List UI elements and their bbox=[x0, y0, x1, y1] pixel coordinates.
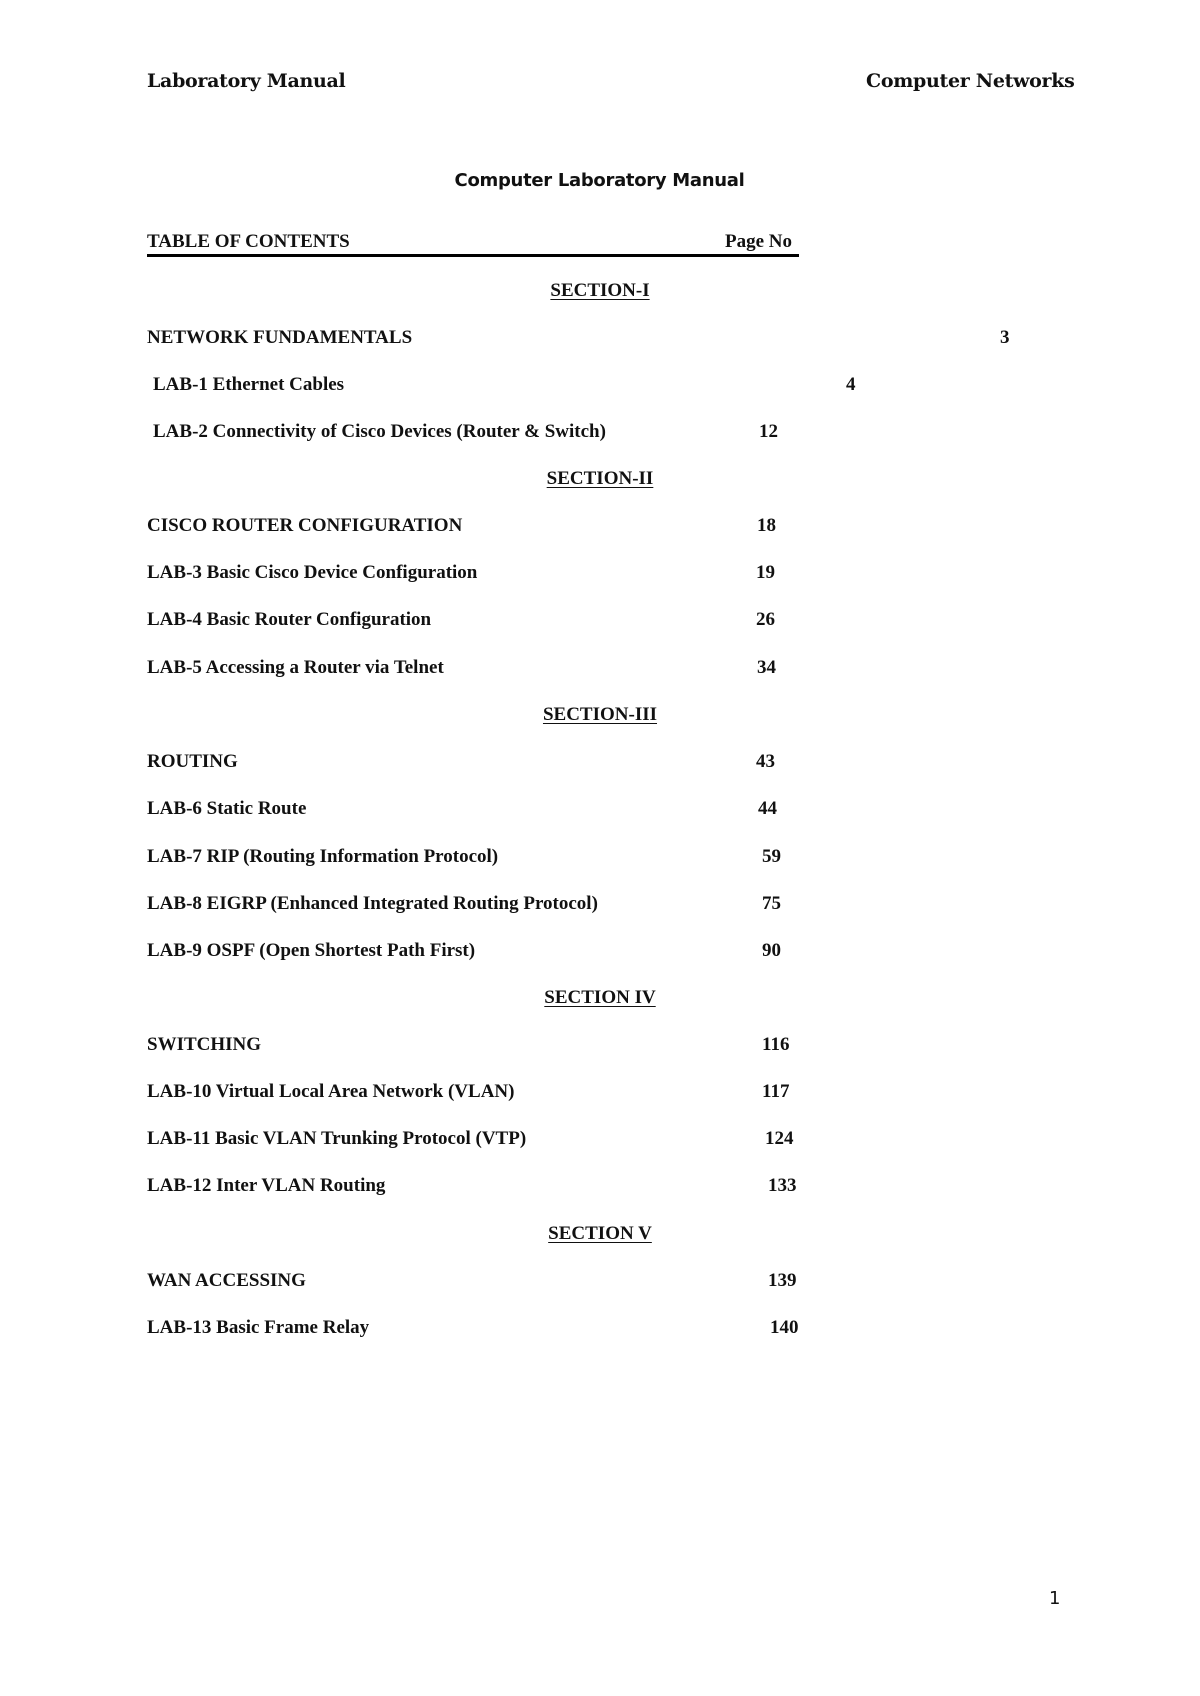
toc-entry-page: 18 bbox=[757, 515, 776, 536]
toc-entry-title: LAB-4 Basic Router Configuration bbox=[147, 609, 432, 630]
toc-entry-page: 117 bbox=[762, 1081, 790, 1102]
toc-entry bbox=[0, 893, 1200, 923]
document-title bbox=[0, 170, 1200, 191]
toc-entry bbox=[0, 940, 1200, 970]
toc-entry bbox=[0, 515, 1200, 545]
toc-entry-page: 43 bbox=[756, 751, 775, 772]
toc-entry-page: 44 bbox=[758, 798, 777, 819]
toc-entry-title: CISCO ROUTER CONFIGURATION bbox=[147, 515, 463, 536]
toc-entry-page: 59 bbox=[762, 846, 781, 867]
toc-entry-page: 3 bbox=[1000, 327, 1010, 348]
toc-entry-title: LAB-8 EIGRP (Enhanced Integrated Routing Protocol) bbox=[147, 893, 598, 914]
toc-entry-title: LAB-11 Basic VLAN Trunking Protocol (VTP) bbox=[147, 1128, 527, 1149]
section-label: SECTION IV bbox=[544, 987, 656, 1008]
toc-entry-page: 116 bbox=[762, 1034, 790, 1055]
toc-entry bbox=[0, 374, 1200, 404]
page-number: 1 bbox=[1049, 1588, 1061, 1609]
toc-entry bbox=[0, 657, 1200, 687]
toc-entry bbox=[0, 421, 1200, 451]
section-heading bbox=[0, 468, 1200, 490]
section-label: SECTION-I bbox=[550, 280, 650, 301]
toc-entry-title: LAB-10 Virtual Local Area Network (VLAN) bbox=[147, 1081, 515, 1102]
toc-entry bbox=[0, 1081, 1200, 1111]
running-header-right: Computer Networks bbox=[866, 70, 1075, 92]
toc-entry bbox=[0, 1317, 1200, 1347]
toc-entry bbox=[0, 751, 1200, 781]
toc-entry bbox=[0, 798, 1200, 828]
toc-entry-title: NETWORK FUNDAMENTALS bbox=[147, 327, 413, 348]
toc-entry-title: SWITCHING bbox=[147, 1034, 262, 1055]
toc-entry bbox=[0, 1270, 1200, 1300]
toc-entry bbox=[0, 1034, 1200, 1064]
toc-page-label: Page No bbox=[725, 231, 793, 252]
toc-entry-page: 12 bbox=[759, 421, 778, 442]
section-heading bbox=[0, 280, 1200, 302]
toc-entry-title: LAB-1 Ethernet Cables bbox=[153, 374, 345, 395]
toc-entry-title: WAN ACCESSING bbox=[147, 1270, 306, 1291]
toc-entry-title: LAB-3 Basic Cisco Device Configuration bbox=[147, 562, 478, 583]
section-label: SECTION V bbox=[548, 1223, 652, 1244]
toc-entry-title: LAB-5 Accessing a Router via Telnet bbox=[147, 657, 444, 678]
toc-entry-page: 140 bbox=[770, 1317, 799, 1338]
toc-entry-page: 139 bbox=[768, 1270, 797, 1291]
toc-entry-title: ROUTING bbox=[147, 751, 238, 772]
toc-entry bbox=[0, 609, 1200, 639]
toc-entry-page: 34 bbox=[757, 657, 776, 678]
toc-entry-page: 19 bbox=[756, 562, 775, 583]
toc-entry-page: 90 bbox=[762, 940, 781, 961]
toc-entry bbox=[0, 1128, 1200, 1158]
toc-entry-title: LAB-12 Inter VLAN Routing bbox=[147, 1175, 386, 1196]
toc-heading: TABLE OF CONTENTS bbox=[147, 231, 350, 252]
toc-entry-title: LAB-13 Basic Frame Relay bbox=[147, 1317, 370, 1338]
toc-entry-page: 26 bbox=[756, 609, 775, 630]
toc-entry-title: LAB-7 RIP (Routing Information Protocol) bbox=[147, 846, 499, 867]
section-heading bbox=[0, 987, 1200, 1009]
toc-entry-title: LAB-6 Static Route bbox=[147, 798, 307, 819]
toc-entry bbox=[0, 1175, 1200, 1205]
document-title-text: Computer Laboratory Manual bbox=[454, 170, 745, 191]
toc-entry-page: 4 bbox=[846, 374, 856, 395]
toc-entry-page: 75 bbox=[762, 893, 781, 914]
toc-entry-page: 124 bbox=[765, 1128, 794, 1149]
toc-entry bbox=[0, 846, 1200, 876]
section-heading bbox=[0, 1223, 1200, 1245]
toc-entry bbox=[0, 562, 1200, 592]
toc-entry-page: 133 bbox=[768, 1175, 797, 1196]
section-label: SECTION-II bbox=[546, 468, 654, 489]
toc-entry bbox=[0, 327, 1200, 357]
section-label: SECTION-III bbox=[542, 704, 658, 725]
running-header-left: Laboratory Manual bbox=[147, 70, 346, 92]
toc-heading-row bbox=[147, 230, 799, 257]
toc-entry-title: LAB-9 OSPF (Open Shortest Path First) bbox=[147, 940, 476, 961]
section-heading bbox=[0, 704, 1200, 726]
toc-entry-title: LAB-2 Connectivity of Cisco Devices (Router & Switch) bbox=[153, 421, 606, 442]
